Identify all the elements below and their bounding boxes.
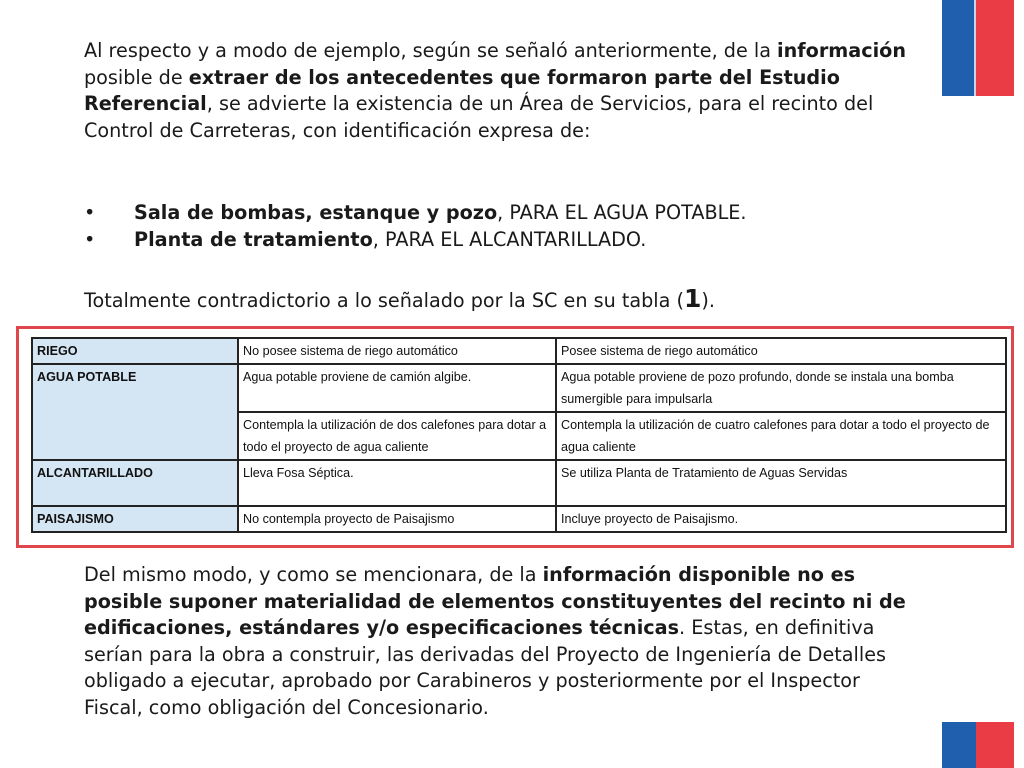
intro-text-1: Al respecto y a modo de ejemplo, según se señaló anteriormente, de la — [84, 39, 778, 62]
category-cell: PAISAJISMO — [32, 506, 238, 532]
list-item — [84, 227, 924, 254]
intro-text-3: , se advierte la existencia de un Área de Servicios, para el recinto del Control de Carreteras, con identificación expresa de: — [84, 92, 874, 142]
table-row — [32, 460, 1006, 506]
category-cell: ALCANTARILLADO — [32, 460, 238, 506]
sc-cell: Se utiliza Planta de Tratamiento de Aguas Servidas — [556, 460, 1006, 506]
intro-bold-2: extraer de los antecedentes que formaron parte del Estudio Referencial — [84, 65, 840, 115]
intro-text-2: posible de — [84, 65, 189, 89]
referencial-cell: No contempla proyecto de Paisajismo — [238, 506, 556, 532]
sc-cell: Agua potable proviene de pozo profundo, donde se instala una bomba sumergible para impulsarla — [556, 364, 1006, 412]
conclusion-paragraph — [84, 562, 924, 721]
sc-cell: Posee sistema de riego automático — [556, 338, 1006, 364]
conclusion-bold: información disponible no es posible suponer materialidad de elementos constituyentes del recinto ni de edificaciones, estándares y/o especificaciones técnicas — [84, 563, 906, 639]
intro-bold-1: información — [777, 39, 907, 62]
conclusion-text-1: Del mismo modo, y como se mencionara, de la — [84, 563, 543, 586]
list-item — [84, 200, 924, 227]
conclusion-text-2: . Estas, en definitiva serían para la obra a construir, las derivadas del Proyecto de Ingeniería de Detalles obligado a ejecutar, aprobado por Carabineros y posteriormente por el Inspector Fiscal, como obligación del Concesionario. — [84, 616, 886, 719]
flag-red-band — [976, 0, 1014, 96]
intro-paragraph — [84, 38, 924, 144]
flag-stripe-top — [942, 0, 1014, 96]
bullet-icon: • — [84, 227, 96, 251]
referencial-cell: Agua potable proviene de camión algibe. — [238, 364, 556, 412]
bullet-text: , PARA EL ALCANTARILLADO. — [372, 227, 647, 251]
contradiction-close: ). — [701, 289, 715, 312]
flag-stripe-bottom — [942, 722, 1014, 768]
referencial-cell: No posee sistema de riego automático — [238, 338, 556, 364]
sc-cell: Contempla la utilización de cuatro calefones para dotar a todo el proyecto de agua caliente — [556, 412, 1006, 460]
comparison-table — [31, 337, 1007, 533]
table-row — [32, 364, 1006, 412]
flag-blue-band — [942, 722, 976, 768]
highlighted-table-frame — [16, 326, 1014, 548]
bullet-list — [84, 200, 924, 253]
bullet-bold: Planta de tratamiento — [134, 227, 373, 251]
sc-cell: Incluye proyecto de Paisajismo. — [556, 506, 1006, 532]
bullet-icon: • — [84, 201, 96, 224]
bullet-text: , PARA EL AGUA POTABLE. — [497, 201, 747, 224]
table-row — [32, 338, 1006, 364]
table-row — [32, 506, 1006, 532]
referencial-cell: Contempla la utilización de dos calefones para dotar a todo el proyecto de agua caliente — [238, 412, 556, 460]
contradiction-text: Totalmente contradictorio a lo señalado por la SC en su tabla ( — [84, 289, 684, 312]
category-cell: AGUA POTABLE — [32, 364, 238, 460]
category-cell: RIEGO — [32, 338, 238, 364]
contradiction-paragraph — [84, 286, 924, 315]
flag-blue-band — [942, 0, 976, 96]
flag-red-band — [976, 722, 1014, 768]
table-reference: 1 — [683, 284, 702, 313]
bullet-bold: Sala de bombas, estanque y pozo — [134, 201, 498, 224]
referencial-cell: Lleva Fosa Séptica. — [238, 460, 556, 506]
